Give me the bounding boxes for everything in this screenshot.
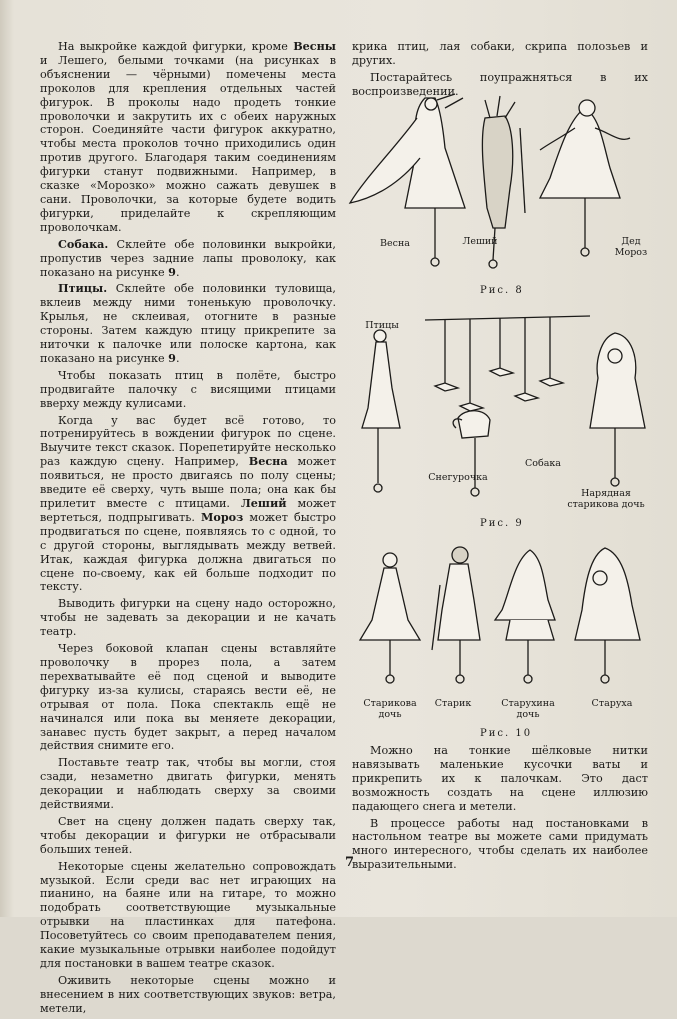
- label-starikova-doch: Старикова дочь: [363, 698, 417, 720]
- paragraph-wire: Через боковой клапан сцены вставляйте проволочку в прорез пола, а затем перехватывайте её под сценой и выводите фигурку из-за кулисы, стараясь вести её, не отрывая от пола. Пока спектакль ещё не начинался или пока вы меняете декорации, занавес пусть будет закрыт, а перед началом действия снимите его.: [40, 642, 336, 753]
- dog-figure: [453, 411, 490, 496]
- starikova-doch-figure: [590, 333, 645, 486]
- label-ded-moroz: Дед Мороз: [614, 236, 648, 258]
- label-sobaka: Собака: [525, 458, 561, 469]
- figure-9-caption: Рис. 9: [480, 518, 524, 529]
- paragraph-sounds: Оживить некоторые сцены можно и внесением в них соответствующих звуков: ветра, метели,: [40, 973, 336, 1015]
- label-leshiy: Леший: [462, 236, 498, 247]
- paragraph-snow: Можно на тонкие шёлковые нитки навязывать маленькие кусочки ваты и прикрепить их к палочкам. Это даст возможность создать на сцене иллюзию падающего снега и метели.: [352, 744, 648, 813]
- label-starukhina-doch: Старухина дочь: [501, 698, 555, 720]
- paragraph-final: В процессе работы над постановками в настольном театре вы можете сами придумать много интересного, чтобы сделать их наиболее выразительными.: [352, 816, 648, 872]
- label-ptitsy: Птицы: [365, 320, 399, 331]
- paragraph-placement: Поставьте театр так, чтобы вы могли, стоя сзади, незаметно двигать фигурки, менять декорации и наблюдать сверху за своими действиями.: [40, 756, 336, 812]
- starik-figure: [432, 547, 480, 683]
- paragraph-rehearsal: Когда у вас будет всё готово, то потренируйтесь в вождении фигурок по сцене. Выучите текст сказок. Порепетируйте несколько раз каждую сцену. Например, Весна может появиться, не просто двигаясь по полу сцены; введите её сверху, чуть выше пола; она как бы прилетит вместе с птицами. Леший может вертеться, подпрыгивать. Мороз может быстро продвигаться по сцене, появляясь то с одной, то с другой стороны, выглядывать между ветвей. Итак, каждая фигурка должна двигаться по сцене по-своему, как ей больше подходит по тексту.: [40, 413, 336, 594]
- paragraph-birds-flight: Чтобы показать птиц в полёте, быстро продвигайте палочку с висящими птицами вверху между кулисами.: [40, 368, 336, 410]
- right-text-bottom: [352, 744, 648, 875]
- figure-9-illustration: [350, 308, 655, 508]
- paragraph-dog: Собака. Склейте обе половинки выкройки, пропустив через задние лапы проволоку, как показано на рисунке 9.: [40, 236, 336, 279]
- figure-9-drawing: [350, 308, 655, 508]
- figure-10-drawing: [350, 540, 655, 690]
- figure-10-caption: Рис. 10: [480, 728, 533, 739]
- birds-figure: [425, 316, 590, 411]
- left-text-column: [40, 40, 336, 1019]
- paragraph-careful: Выводить фигурки на сцену надо осторожно, чтобы не задевать за декорации и не качать театр.: [40, 597, 336, 639]
- label-vesna: Весна: [380, 238, 410, 249]
- label-starik: Старик: [434, 698, 472, 709]
- label-snegurochka: Снегурочка: [428, 472, 488, 483]
- paragraph-practice: Постарайтесь поупражняться в их воспроизведении.: [352, 70, 648, 98]
- ded-moroz-figure: [540, 100, 630, 256]
- paragraph-sounds-cont: крика птиц, лая собаки, скрипа полозьев и других.: [352, 40, 648, 67]
- starukha-figure: [575, 548, 640, 683]
- starikova-doch-figure-10: [360, 553, 420, 683]
- paragraph-birds: Птицы. Склейте обе половинки туловища, вклеив между ними тоненькую проволочку. Крылья, не склеивая, отогните в разные стороны. Затем каждую птицу прикрепите за ниточки к палочке или полоске картона, как показано на рисунке 9.: [40, 281, 336, 365]
- paragraph-fastening: На выкройке каждой фигурки, кроме Весны и Лешего, белыми точками (на рисунках в объяснении — чёрными) помечены места проколов для крепления отдельных частей фигурок. В проколы надо продеть тонкие проволочки и закрутить их с обеих наружных сторон. Соединяйте части фигурок аккуратно, чтобы места проколов точно приходились один против другого. Благодаря таким соединениям фигурки станут подвижными. Например, в сказке «Морозко» можно сажать девушек в сани. Проволочки, за которые будете водить фигурки, приделайте к скрепляющим проволочкам.: [40, 39, 336, 234]
- snegurochka-figure: [362, 330, 400, 492]
- paragraph-light: Свет на сцену должен падать сверху так, чтобы декорации и фигурки не отбрасывали больших теней.: [40, 814, 336, 856]
- figure-10-illustration: [350, 540, 655, 690]
- starukhina-doch-figure: [495, 550, 555, 683]
- label-starukha: Старуха: [591, 698, 633, 709]
- figure-8-caption: Рис. 8: [480, 285, 524, 296]
- label-naryadnaya-doch: Нарядная старикова дочь: [567, 488, 645, 510]
- page-number: 7: [345, 855, 355, 870]
- paragraph-music: Некоторые сцены желательно сопровождать музыкой. Если среди вас нет играющих на пианино, на баяне или на гитаре, то можно подобрать соответствующие музыкальные отрывки на пластинках для патефона. Посоветуйтесь со своим преподавателем пения, какие музыкальные отрывки наиболее подойдут для постановки в вашем театре сказок.: [40, 859, 336, 970]
